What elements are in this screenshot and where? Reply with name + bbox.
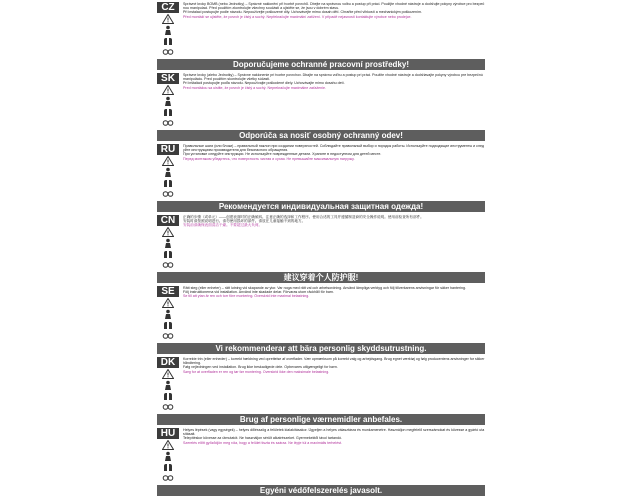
section-cn — [157, 215, 485, 283]
section-sk — [157, 73, 485, 141]
goggles-icon — [157, 330, 179, 341]
highlighted-note: Se till att ytan är ren och torr före montering. Överskrid inte maximal belastning. — [183, 294, 310, 299]
section-se — [157, 286, 485, 354]
goggles-icon — [157, 472, 179, 483]
warning-triangle-icon — [157, 13, 179, 24]
gloves-icon — [157, 106, 179, 117]
instruction-paragraph: 安装时请按照说明进行。请勿使用损坏的部件。请放在儿童接触不到的地方。 — [183, 219, 306, 224]
instruction-paragraph: Følg vejledningen ved installation. Brug ikke beskadigede dele. Opbevares utilgængeligt for børn. — [183, 365, 338, 370]
protective-clothing-banner: Odporúča sa nosiť osobný ochranný odev! — [157, 130, 485, 141]
highlighted-note: 安装前请确保表面清洁干燥。不要超过最大负荷。 — [183, 223, 263, 228]
warning-triangle-icon — [157, 439, 179, 450]
instruction-paragraph: Telepítéskor kövesse az útmutatót. Ne használjon sérült alkatrészeket. Gyermekektől távol tartandó. — [183, 436, 342, 441]
goggles-icon — [157, 259, 179, 270]
person-icon — [157, 237, 179, 248]
instruction-paragraph: Správné kroky BOMB (nebo Jednotky) – Správné naklonění při tvorbě povrchů. Dbejte na správnou volbu a postup při práci. Použijte vhodné nástroje a dodržujte pokyny výrobce pro bezpečnou manipulaci. Před použitím zkontrolujte všechny součásti a ujistěte se, že jsou v dobrém stavu. — [183, 2, 485, 11]
gloves-icon — [157, 461, 179, 472]
protective-clothing-banner: 建议穿着个人防护服! — [157, 272, 485, 283]
warning-triangle-icon — [157, 155, 179, 166]
language-code: HU — [157, 428, 179, 439]
protective-clothing-banner: Рекомендуется индивидуальная защитная одежда! — [157, 201, 485, 212]
warning-triangle-icon — [157, 84, 179, 95]
gloves-icon — [157, 319, 179, 330]
instruction-paragraph: Správne kroky (alebo Jednotky) – Správne naklonenie pri tvorbe povrchov. Dbajte na správnu voľbu a postup pri práci. Použite vhodné nástroje a dodržiavajte pokyny výrobcu pre bezpečnú manipuláciu. Pred použitím skontrolujte všetky súčasti. — [183, 73, 483, 82]
instruction-paragraph: Helyes lépések (vagy egységek) – helyes dőlésszög a felületek kialakításakor. Ügyeljen a helyes választásra és munkamenetre. Használjon megfelelő szerszámokat és kövesse a gyártó utasításait. — [183, 428, 485, 437]
person-icon — [157, 95, 179, 106]
goggles-icon — [157, 117, 179, 128]
language-code: CN — [157, 215, 179, 226]
instruction-paragraph: Pri inštalácii postupujte podľa návodu. Nepoužívajte poškodené diely. Uchovávajte mimo dosahu detí. — [183, 81, 345, 86]
instruction-paragraph: При установке следуйте инструкции. Не используйте поврежденные детали. Храните в недоступном для детей месте. — [183, 152, 382, 157]
person-icon — [157, 24, 179, 35]
highlighted-note: Před montáží se ujistěte, že povrch je čistý a suchý. Nepřekračujte maximální zatížení. V případě nejasností kontaktujte výrobce nebo prodejce. — [183, 14, 412, 19]
goggles-icon — [157, 401, 179, 412]
instruction-paragraph: Följ instruktionerna vid installation. Använd inte skadade delar. Förvaras utom räckhåll för barn. — [183, 290, 335, 295]
warning-triangle-icon — [157, 226, 179, 237]
language-code: DK — [157, 357, 179, 368]
protective-clothing-banner: Doporučujeme ochranné pracovní prostředky! — [157, 59, 485, 70]
gloves-icon — [157, 35, 179, 46]
section-ru — [157, 144, 485, 212]
instruction-paragraph: Korrekte trin (eller enheder) – korrekt hældning ved oprettelse af overflader. Vær opmærksom på korrekt valg og arbejdsgang. Brug egnet værktøj og følg producentens anvisninger for sikker håndtering. — [183, 357, 485, 366]
instruction-paragraph: Правильные шаги (или блоки) – правильный наклон при создании поверхностей. Соблюдайте правильный выбор и порядок работы. Используйте подходящие инструменты и следуйте инструкциям производителя для безопасного обращения. — [183, 144, 485, 153]
instruction-paragraph: 正确的步骤（或单元）——创建表面时的正确倾斜。注意正确的选择和工作程序。使用合适的工具并遵循制造商的安全操作说明。使用前检查所有部件。 — [183, 215, 424, 219]
language-code: SK — [157, 73, 179, 84]
instruction-sheet — [157, 2, 485, 499]
person-icon — [157, 379, 179, 390]
highlighted-note: Szerelés előtt győződjön meg róla, hogy a felület tiszta és száraz. Ne lépje túl a maximális terhelést. — [183, 440, 343, 445]
highlighted-note: Перед монтажом убедитесь, что поверхность чистая и сухая. Не превышайте максимальную нагрузку. — [183, 156, 355, 161]
highlighted-note: Sørg for at overfladen er ren og tør før montering. Overskrid ikke den maksimale belastning. — [183, 369, 330, 374]
person-icon — [157, 308, 179, 319]
section-hu — [157, 428, 485, 496]
instruction-paragraph: Při instalaci postupujte podle návodu. Nepoužívejte poškozené díly. Uchovávejte mimo dosah dětí. Chraňte před vlhkostí a mechanickým poškozením. — [183, 10, 423, 15]
warning-triangle-icon — [157, 297, 179, 308]
person-icon — [157, 450, 179, 461]
section-cz — [157, 2, 485, 70]
protective-clothing-banner: Vi rekommenderar att bära personlig skyddsutrustning. — [157, 343, 485, 354]
highlighted-note: Pred montážou sa uistite, že povrch je čistý a suchý. Neprekračujte maximálne zaťaženie. — [183, 85, 326, 90]
protective-clothing-banner: Brug af personlige værnemidler anbefales. — [157, 414, 485, 425]
protective-clothing-banner: Egyéni védőfelszerelés javasolt. — [157, 485, 485, 496]
goggles-icon — [157, 188, 179, 199]
person-icon — [157, 166, 179, 177]
gloves-icon — [157, 177, 179, 188]
language-code: RU — [157, 144, 179, 155]
language-code: SE — [157, 286, 179, 297]
instruction-paragraph: Rätt steg (eller enheter) – rätt lutning vid skapande av ytor. Var noga med rätt val och arbetsordning. Använd lämpliga verktyg och följ tillverkarens anvisningar för säker hantering. — [183, 286, 466, 290]
section-dk — [157, 357, 485, 425]
warning-triangle-icon — [157, 368, 179, 379]
goggles-icon — [157, 46, 179, 57]
language-code: CZ — [157, 2, 179, 13]
gloves-icon — [157, 248, 179, 259]
gloves-icon — [157, 390, 179, 401]
